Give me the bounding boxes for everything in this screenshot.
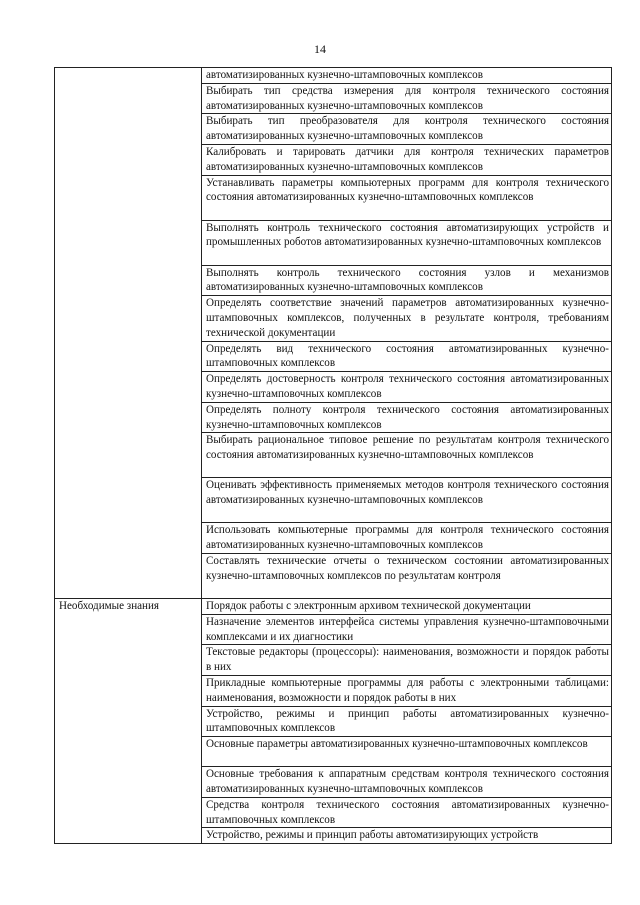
skills-label-cell bbox=[55, 68, 202, 599]
row-text: Определять соответствие значений параметров автоматизированных кузнечно-штамповочных комплексов, полученных в результате контроля, требованиям технической документации bbox=[202, 296, 612, 341]
row-text: Прикладные компьютерные программы для работы с электронными таблицами: наименования, возможности и порядок работы в них bbox=[202, 675, 612, 706]
row-text: Устанавливать параметры компьютерных программ для контроля технического состояния автоматизированных кузнечно-штамповочных комплексов bbox=[202, 175, 612, 220]
row-text: Устройство, режимы и принцип работы автоматизирующих устройств bbox=[202, 828, 612, 844]
row-text: Текстовые редакторы (процессоры): наименования, возможности и порядок работы в них bbox=[202, 645, 612, 676]
table-row bbox=[55, 598, 612, 614]
row-text: Использовать компьютерные программы для контроля технического состояния автоматизированных кузнечно-штамповочных комплексов bbox=[202, 523, 612, 554]
row-text: автоматизированных кузнечно-штамповочных комплексов bbox=[202, 68, 612, 84]
table-row bbox=[55, 68, 612, 84]
row-text: Назначение элементов интерфейса системы управления кузнечно-штамповочными комплексами и их диагностики bbox=[202, 614, 612, 645]
row-text: Выполнять контроль технического состояния автоматизирующих устройств и промышленных роботов автоматизированных кузнечно-штамповочных комплексов bbox=[202, 220, 612, 265]
row-text: Выбирать тип преобразователя для контроля технического состояния автоматизированных кузнечно-штамповочных комплексов bbox=[202, 114, 612, 145]
row-text: Выбирать рациональное типовое решение по результатам контроля технического состояния автоматизированных кузнечно-штамповочных комплексов bbox=[202, 433, 612, 478]
row-text: Основные параметры автоматизированных кузнечно-штамповочных комплексов bbox=[202, 737, 612, 767]
page-number: 14 bbox=[314, 42, 326, 56]
row-text: Определять достоверность контроля технического состояния автоматизированных кузнечно-штамповочных комплексов bbox=[202, 372, 612, 403]
row-text: Составлять технические отчеты о техническом состоянии автоматизированных кузнечно-штамповочных комплексов по результатам контроля bbox=[202, 553, 612, 598]
row-text: Определять полноту контроля технического состояния автоматизированных кузнечно-штамповочных комплексов bbox=[202, 402, 612, 433]
row-text: Устройство, режимы и принцип работы автоматизированных кузнечно-штамповочных комплексов bbox=[202, 706, 612, 737]
row-text: Порядок работы с электронным архивом технической документации bbox=[202, 598, 612, 614]
row-text: Выполнять контроль технического состояния узлов и механизмов автоматизированных кузнечно-штамповочных комплексов bbox=[202, 265, 612, 296]
row-text: Основные требования к аппаратным средствам контроля технического состояния автоматизированных кузнечно-штамповочных комплексов bbox=[202, 767, 612, 798]
row-text: Калибровать и тарировать датчики для контроля технических параметров автоматизированных кузнечно-штамповочных комплексов bbox=[202, 144, 612, 175]
row-text: Оценивать эффективность применяемых методов контроля технического состояния автоматизированных кузнечно-штамповочных комплексов bbox=[202, 478, 612, 523]
requirements-table bbox=[54, 67, 612, 844]
row-text: Средства контроля технического состояния автоматизированных кузнечно-штамповочных комплексов bbox=[202, 797, 612, 828]
row-text: Определять вид технического состояния автоматизированных кузнечно-штамповочных комплексов bbox=[202, 341, 612, 372]
knowledge-label: Необходимые знания bbox=[55, 598, 202, 843]
row-text: Выбирать тип средства измерения для контроля технического состояния автоматизированных кузнечно-штамповочных комплексов bbox=[202, 83, 612, 114]
